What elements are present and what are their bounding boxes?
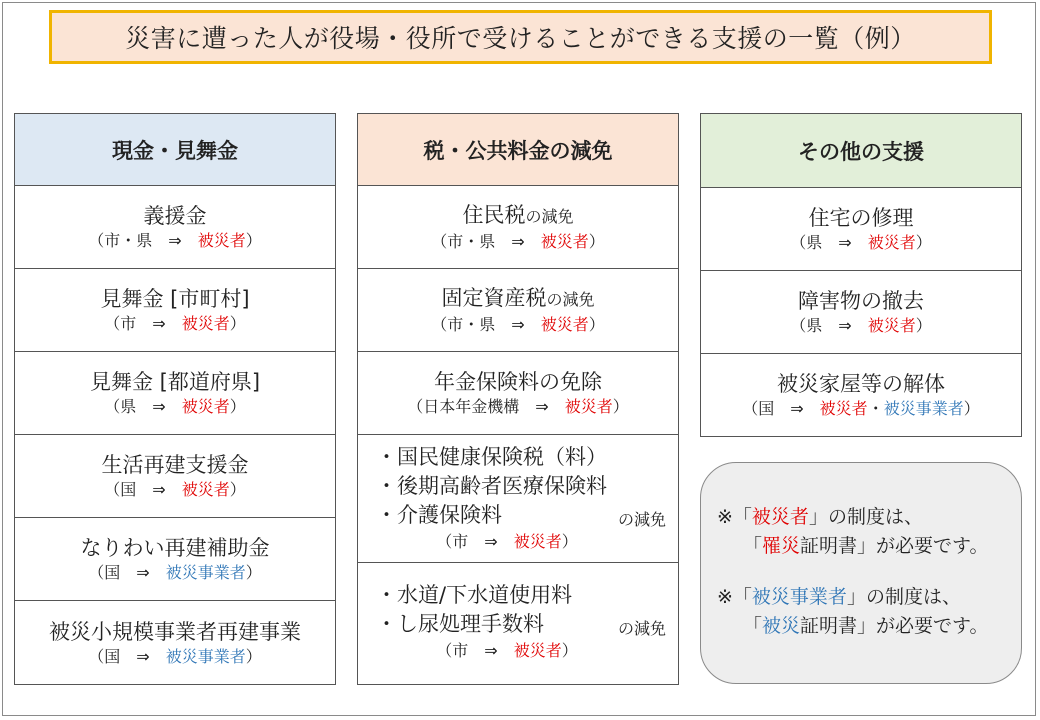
support-item-name: 住民税の減免 <box>462 203 574 227</box>
support-item-flow: （市・県 ⇒ 被災者） <box>431 232 605 251</box>
column-header-tax <box>358 114 678 186</box>
page-title-text: 災害に遭った人が役場・役所で受けることができる支援の一覧（例） <box>125 24 916 53</box>
column-header-label: 税・公共料金の減免 <box>423 138 613 163</box>
list-line: ・介護保険料 <box>376 503 502 527</box>
support-item-name: 住宅の修理 <box>808 206 914 230</box>
support-item-name: 義援金 <box>143 204 207 228</box>
list-line: ・し尿処理手数料 <box>376 612 544 636</box>
support-item <box>358 352 678 435</box>
support-item-flow: （国 ⇒ 被災事業者） <box>88 646 262 666</box>
support-item-flow: （日本年金機構 ⇒ 被災者） <box>407 397 629 416</box>
note-victim: ※「被災者」の制度は、 「罹災証明書」が必要です。 <box>717 506 989 557</box>
support-item-name: 被災家屋等の解体 <box>777 372 945 396</box>
column-other <box>700 113 1022 437</box>
support-item-flow: （市・県 ⇒ 被災者） <box>431 315 605 334</box>
note-business: ※「被災事業者」の制度は、 「被災証明書」が必要です。 <box>717 586 989 637</box>
column-header-cash <box>15 114 335 186</box>
support-item <box>15 435 335 518</box>
list-suffix: の減免 <box>617 619 666 638</box>
list-line: ・国民健康保険税（料） <box>376 445 607 469</box>
column-cash <box>14 113 336 685</box>
column-header-label: 現金・見舞金 <box>112 138 238 163</box>
support-item <box>15 186 335 269</box>
notes-box <box>700 462 1022 684</box>
list-line: ・水道/下水道使用料 <box>376 583 573 607</box>
support-item-flow: （国 ⇒ 被災者） <box>104 480 246 499</box>
support-item-flow: （市 ⇒ 被災者） <box>436 532 578 551</box>
support-item <box>15 601 335 684</box>
support-item-flow: （県 ⇒ 被災者） <box>790 233 932 252</box>
support-item <box>701 271 1021 354</box>
page-title <box>49 10 992 64</box>
support-item-flow: （国 ⇒ 被災者・被災事業者） <box>742 399 980 418</box>
support-item-name: 生活再建支援金 <box>101 453 249 477</box>
support-item-flow: （市・県 ⇒ 被災者） <box>88 231 262 250</box>
support-item-flow: （県 ⇒ 被災者） <box>790 316 932 335</box>
support-item-name: なりわい再建補助金 <box>80 536 270 560</box>
support-item-name: 障害物の撤去 <box>798 289 924 313</box>
column-header-other <box>701 114 1021 188</box>
support-item <box>15 269 335 352</box>
support-item <box>701 188 1021 271</box>
support-item <box>15 352 335 435</box>
support-item-name: 被災小規模事業者再建事業 <box>49 619 301 644</box>
support-item <box>701 354 1021 436</box>
support-item-flow: （市 ⇒ 被災者） <box>104 314 246 333</box>
support-item-flow: （市 ⇒ 被災者） <box>436 641 578 660</box>
column-header-label: その他の支援 <box>798 139 924 164</box>
support-item-list <box>358 563 678 681</box>
support-item-name: 年金保険料の免除 <box>434 370 602 394</box>
support-item-list <box>358 435 678 563</box>
support-item <box>15 518 335 601</box>
list-suffix: の減免 <box>617 510 666 529</box>
list-line: ・後期高齢者医療保険料 <box>376 474 607 498</box>
column-tax <box>357 113 679 685</box>
support-item <box>358 186 678 269</box>
support-item-name: 固定資産税の減免 <box>441 286 595 310</box>
support-item-flow: （国 ⇒ 被災事業者） <box>88 563 262 582</box>
support-item <box>358 269 678 352</box>
support-item-name: 見舞金 [都道府県] <box>89 370 261 394</box>
support-item-name: 見舞金 [市町村] <box>100 287 250 311</box>
support-item-flow: （県 ⇒ 被災者） <box>104 397 246 416</box>
